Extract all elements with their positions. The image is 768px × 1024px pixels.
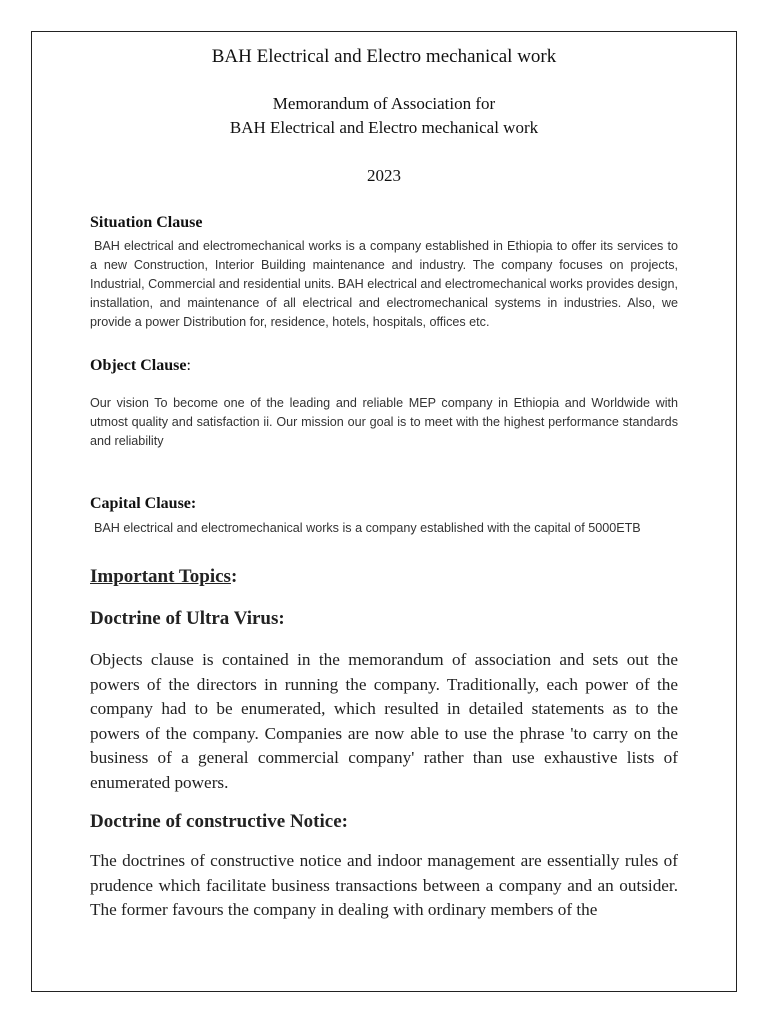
important-topics-text: Important Topics [90,566,231,587]
memo-line-2: BAH Electrical and Electro mechanical work [229,118,539,137]
object-clause-colon: : [186,357,191,374]
important-topics-colon: : [230,566,238,587]
object-clause-text: Our vision To become one of the leading and reliable MEP company in Ethiopia and Worldwide with utmost quality and satisfaction ii. Our mission our goal is to meet with the highest performance standards and reliability [90,396,678,448]
ultra-virus-heading: Doctrine of Ultra Virus: [90,608,285,629]
ultra-virus-text: Objects clause is contained in the memorandum of association and sets out the powers of the directors in running the company. Traditionally, each power of the company had to be enumerated, which resulted in detailed statements as to the powers of the company. Companies are now able to use the phrase 'to carry on the business of a general commercial company' rather than use exhaustive lists of enumerated powers. [90,650,678,792]
situation-clause-text: BAH electrical and electromechanical works is a company established in Ethiopia to offer its services to a new Construction, Interior Building maintenance and industry. The company focuses on projects, Industrial, Commercial and residential units. BAH electrical and electromechanical works provides design, installation, and maintenance of all electrical and electromechanical systems in industries. Also, we provide a power Distribution for, residence, hotels, hospitals, offices etc. [90,239,678,329]
memo-line-1: Memorandum of Association for [272,94,496,113]
object-clause-heading-text: Object Clause [90,357,187,374]
constructive-notice-heading: Doctrine of constructive Notice: [90,811,348,832]
document-title: BAH Electrical and Electro mechanical work [211,46,557,67]
capital-clause-heading: Capital Clause: [90,495,197,512]
object-clause-heading [90,357,678,375]
capital-clause-text: BAH electrical and electromechanical works is a company established with the capital of 5000ETB [94,521,641,535]
important-topics-heading [90,566,678,588]
constructive-notice-text: The doctrines of constructive notice and indoor management are essentially rules of prudence which facilitate business transactions between a company and an outsider. The former favours the company in dealing with ordinary members of the [90,851,678,920]
situation-clause-heading: Situation Clause [90,214,203,231]
document-year: 2023 [367,166,401,185]
